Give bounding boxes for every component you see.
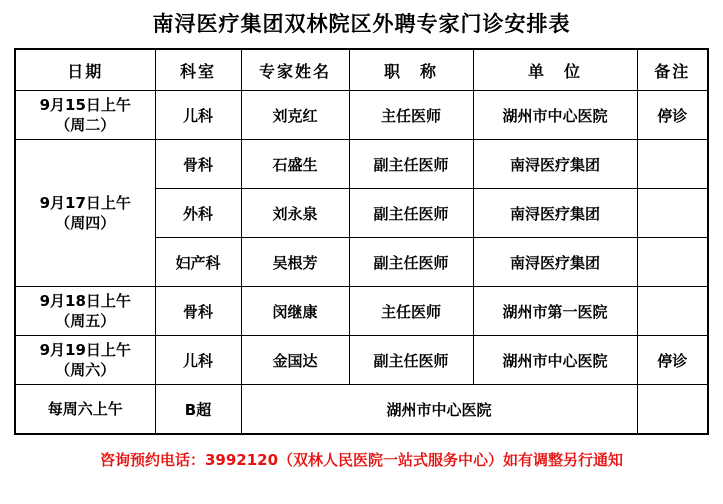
cell-remark: 停诊 — [637, 336, 708, 385]
column-header-job-title: 职 称 — [349, 49, 473, 91]
cell-unit: 湖州市中心医院 — [473, 336, 637, 385]
date-line-1: 9月15日上午 — [39, 95, 131, 114]
cell-unit: 南浔医疗集团 — [473, 238, 637, 287]
cell-expert-name: 刘克红 — [241, 91, 349, 140]
cell-unit: 南浔医疗集团 — [473, 189, 637, 238]
cell-remark — [637, 287, 708, 336]
cell-unit: 湖州市中心医院 — [473, 91, 637, 140]
column-header-remark: 备注 — [637, 49, 708, 91]
cell-department: 外科 — [155, 189, 241, 238]
cell-remark — [637, 385, 708, 435]
schedule-table — [14, 48, 709, 435]
cell-remark — [637, 189, 708, 238]
cell-department: 骨科 — [155, 140, 241, 189]
cell-job-title: 副主任医师 — [349, 189, 473, 238]
date-line-1: 9月19日上午 — [39, 340, 131, 359]
cell-department: B超 — [155, 385, 241, 435]
date-line-2: （周二） — [55, 116, 116, 134]
table-body — [15, 91, 708, 435]
cell-department: 儿科 — [155, 91, 241, 140]
cell-unit: 湖州市第一医院 — [473, 287, 637, 336]
cell-date — [15, 91, 155, 140]
cell-job-title: 副主任医师 — [349, 140, 473, 189]
cell-date: 每周六上午 — [15, 385, 155, 435]
cell-department: 骨科 — [155, 287, 241, 336]
cell-date — [15, 336, 155, 385]
cell-expert-name: 吴根芳 — [241, 238, 349, 287]
cell-date — [15, 287, 155, 336]
column-header-expert-name: 专家姓名 — [241, 49, 349, 91]
cell-unit: 湖州市中心医院 — [241, 385, 637, 435]
page-title: 南浔医疗集团双林院区外聘专家门诊安排表 — [152, 12, 571, 36]
table-row — [15, 91, 708, 140]
date-line-2: （周五） — [55, 312, 116, 330]
cell-date — [15, 140, 155, 287]
cell-expert-name: 刘永泉 — [241, 189, 349, 238]
column-header-unit: 单 位 — [473, 49, 637, 91]
cell-job-title: 主任医师 — [349, 287, 473, 336]
date-line-2: （周六） — [55, 361, 116, 379]
column-header-date: 日期 — [15, 49, 155, 91]
cell-remark: 停诊 — [637, 91, 708, 140]
cell-unit: 南浔医疗集团 — [473, 140, 637, 189]
cell-expert-name: 石盛生 — [241, 140, 349, 189]
table-row — [15, 336, 708, 385]
cell-job-title: 主任医师 — [349, 91, 473, 140]
cell-department: 妇产科 — [155, 238, 241, 287]
cell-remark — [637, 140, 708, 189]
cell-department: 儿科 — [155, 336, 241, 385]
date-line-1: 9月17日上午 — [39, 193, 131, 212]
date-line-2: （周四） — [55, 214, 116, 232]
date-line-1: 9月18日上午 — [39, 291, 131, 310]
footer-notice: 咨询预约电话：3992120（双林人民医院一站式服务中心）如有调整另行通知 — [99, 451, 624, 469]
table-header-row — [15, 49, 708, 91]
table-row — [15, 140, 708, 189]
table-row — [15, 287, 708, 336]
cell-remark — [637, 238, 708, 287]
cell-expert-name: 金国达 — [241, 336, 349, 385]
cell-job-title: 副主任医师 — [349, 238, 473, 287]
column-header-department: 科室 — [155, 49, 241, 91]
cell-job-title: 副主任医师 — [349, 336, 473, 385]
table-row-weekly — [15, 385, 708, 435]
table-header — [15, 49, 708, 91]
cell-expert-name: 闵继康 — [241, 287, 349, 336]
